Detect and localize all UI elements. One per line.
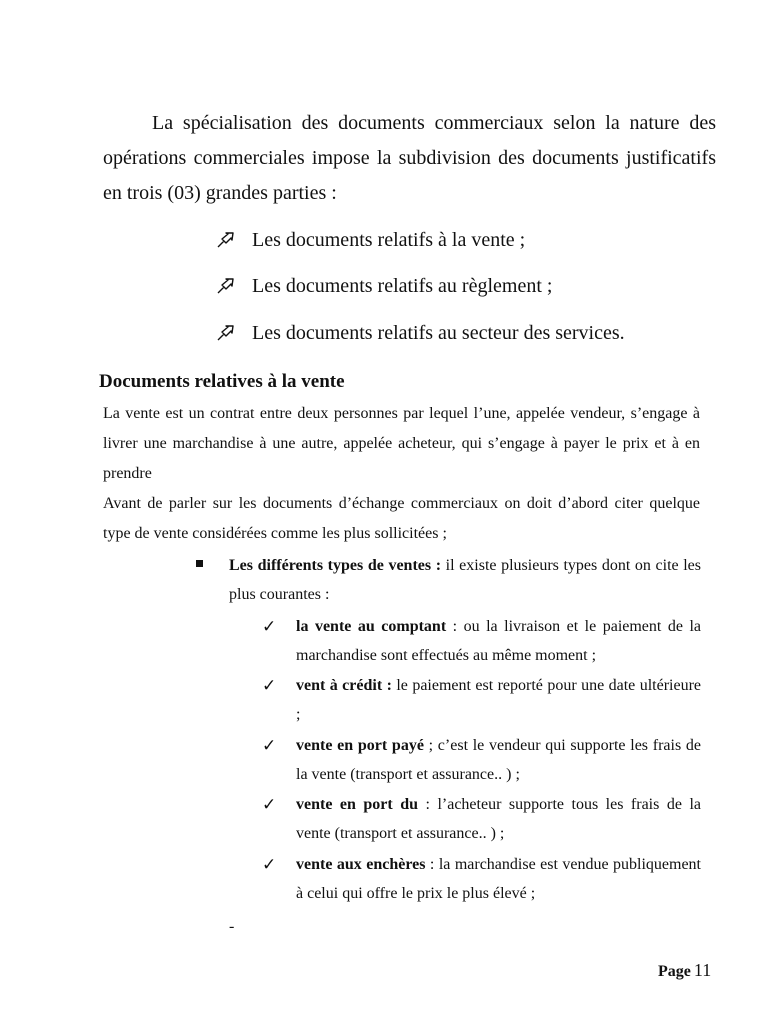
checkmark-icon: ✓	[262, 855, 277, 874]
page-footer	[658, 960, 711, 981]
arrow-item-text: Les documents relatifs à la vente ;	[252, 229, 526, 251]
hand-arrow-icon	[216, 276, 252, 302]
arrow-list-item	[216, 227, 525, 256]
arrow-item-text: Les documents relatifs au secteur des services.	[252, 322, 625, 344]
list-item	[296, 671, 701, 729]
types-label: Les différents types de ventes :	[229, 557, 442, 574]
arrow-list-item	[216, 273, 552, 302]
checkmark-icon: ✓	[262, 795, 277, 814]
page-label: Page	[658, 963, 691, 980]
arrow-list-item	[216, 320, 625, 349]
dash-marker: -	[229, 918, 235, 935]
item-term: la vente au comptant	[296, 618, 447, 635]
checkmark-icon: ✓	[262, 736, 277, 755]
intro-text: La spécialisation des documents commerciaux selon la nature des opérations commerciales impose la subdivision des documents justificatifs en trois (03) grandes parties :	[103, 112, 716, 204]
list-item	[296, 850, 701, 908]
list-item	[296, 790, 701, 848]
item-desc: : la marchandise est vendue publiquement à celui qui offre le prix le plus élevé ;	[296, 856, 701, 902]
types-text: il existe plusieurs types dont on cite les plus courantes :	[229, 557, 701, 603]
square-bullet-icon	[196, 560, 203, 567]
intro-paragraph	[103, 106, 716, 211]
paragraph-avant: Avant de parler sur les documents d’échange commerciaux on doit d’abord citer quelque type de vente considérées comme les plus sollicitées ;	[103, 495, 700, 542]
list-item	[296, 731, 701, 789]
page-number: 11	[693, 960, 712, 980]
item-desc: : ou la livraison et le paiement de la marchandise sont effectués au même moment ;	[296, 618, 702, 664]
paragraph-vente: La vente est un contrat entre deux personnes par lequel l’une, appelée vendeur, s’engage à livrer une marchandise à une autre, appelée acheteur, qui s’engage à payer le prix et à en prendre	[103, 405, 700, 482]
checkmark-icon: ✓	[262, 617, 277, 636]
item-desc: le paiement est reporté pour une date ultérieure ;	[296, 677, 701, 723]
item-desc: ; c’est le vendeur qui supporte les frais de la vente (transport et assurance.. ) ;	[296, 737, 701, 783]
hand-arrow-icon	[216, 323, 252, 349]
item-term: vente en port payé	[296, 737, 424, 754]
hand-arrow-icon	[216, 230, 252, 256]
item-term: vent à crédit :	[296, 677, 392, 694]
section-title: Documents relatives à la vente	[99, 371, 345, 392]
types-paragraph	[229, 551, 701, 609]
list-item	[296, 612, 701, 670]
item-term: vente aux enchères	[296, 856, 426, 873]
checkmark-icon: ✓	[262, 676, 277, 695]
arrow-item-text: Les documents relatifs au règlement ;	[252, 275, 553, 297]
item-term: vente en port du	[296, 796, 419, 813]
item-desc: : l’acheteur supporte tous les frais de la vente (transport et assurance.. ) ;	[296, 796, 701, 842]
